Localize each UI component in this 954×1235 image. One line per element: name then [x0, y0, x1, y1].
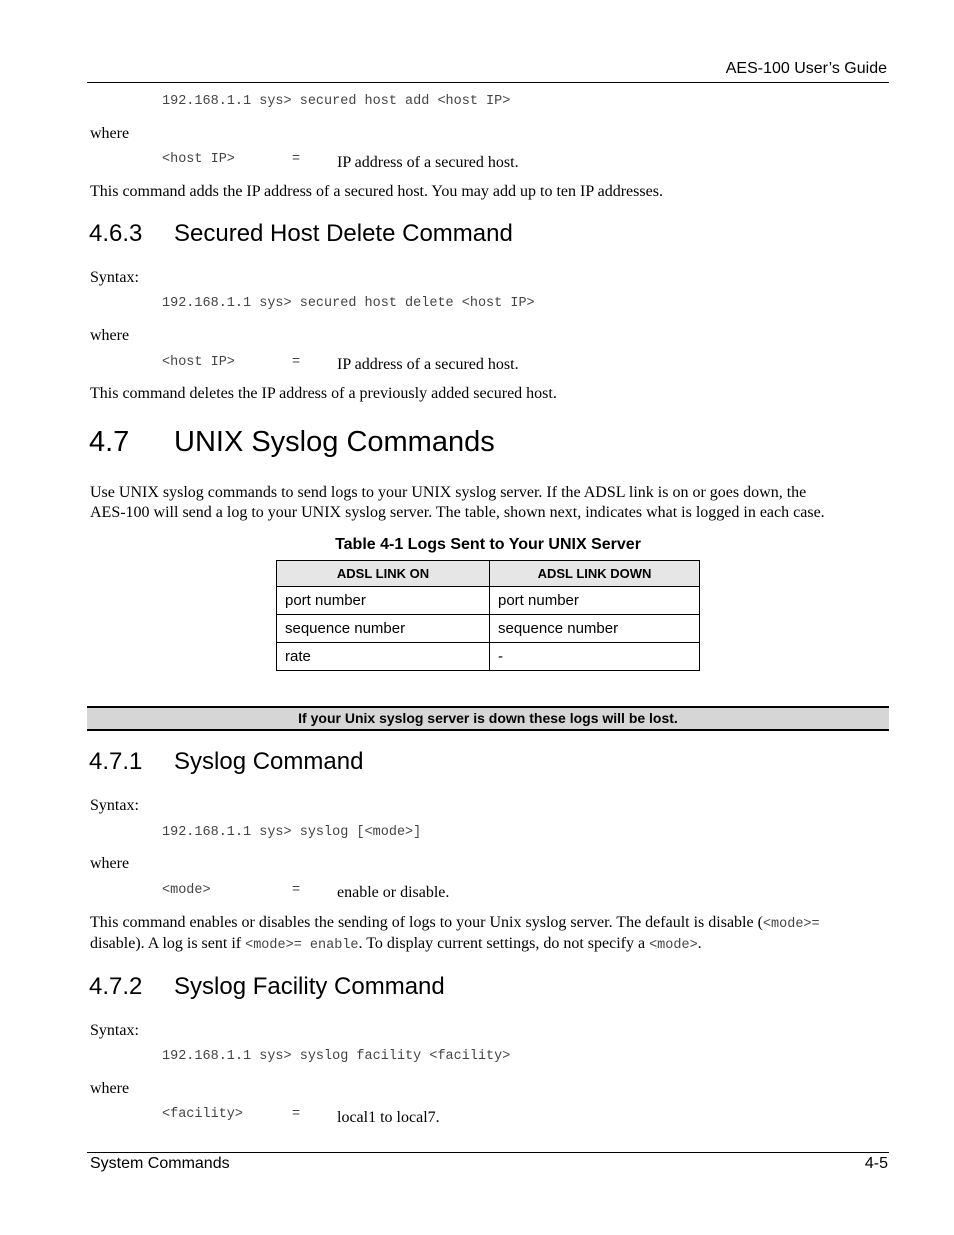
syntax-label: Syntax:: [90, 797, 139, 814]
where-label: where: [90, 1080, 130, 1097]
where-label: where: [90, 327, 130, 344]
param-equals: =: [292, 1107, 301, 1122]
text-run: disable). A log is sent if: [90, 935, 246, 952]
param-name: <host IP>: [162, 152, 235, 167]
section-title: Syslog Command: [174, 748, 364, 775]
param-name: <facility>: [162, 1107, 244, 1122]
param-description: IP address of a secured host.: [337, 154, 519, 171]
param-equals: =: [292, 883, 301, 898]
page-header-title: AES-100 User’s Guide: [725, 60, 887, 77]
column-header: ADSL LINK DOWN: [490, 561, 700, 587]
text-run: .: [697, 935, 702, 952]
table-row: [277, 643, 700, 671]
inline-code: <mode>: [649, 938, 698, 953]
where-label: where: [90, 125, 130, 142]
param-equals: =: [292, 152, 301, 167]
section-heading-4-7-2: [89, 973, 445, 1001]
inline-code: <mode>=: [762, 917, 820, 932]
syntax-label: Syntax:: [90, 269, 139, 286]
syntax-syslog-facility: 192.168.1.1 sys> syslog facility <facility>: [162, 1049, 511, 1064]
section-title: Secured Host Delete Command: [174, 220, 513, 247]
footer-rule: [87, 1152, 889, 1153]
where-label: where: [90, 855, 130, 872]
param-description: local1 to local7.: [337, 1109, 440, 1126]
table-row: [277, 615, 700, 643]
section-title: Syslog Facility Command: [174, 973, 445, 1000]
syntax-secured-host-delete: 192.168.1.1 sys> secured host delete <host IP>: [162, 296, 535, 311]
command-description: This command deletes the IP address of a previously added secured host.: [90, 385, 557, 402]
section-heading-4-7: [89, 426, 495, 459]
section-heading-4-7-1: [89, 748, 363, 776]
header-rule: [87, 82, 889, 83]
table-cell: -: [490, 643, 700, 671]
table-cell: sequence number: [277, 615, 490, 643]
inline-code: <mode>= enable: [245, 938, 359, 953]
syntax-syslog: 192.168.1.1 sys> syslog [<mode>]: [162, 825, 422, 840]
command-description: This command adds the IP address of a secured host. You may add up to ten IP addresses.: [90, 183, 663, 200]
section-title: UNIX Syslog Commands: [174, 426, 495, 458]
param-description: IP address of a secured host.: [337, 356, 519, 373]
section-number: 4.7.2: [89, 973, 143, 1000]
table-cell: sequence number: [490, 615, 700, 643]
text-run: This command enables or disables the sending of logs to your Unix syslog server. The default is disable (: [90, 914, 763, 931]
param-name: <mode>: [162, 883, 211, 898]
column-header: ADSL LINK ON: [277, 561, 490, 587]
table-cell: port number: [277, 587, 490, 615]
param-equals: =: [292, 355, 301, 370]
section-heading-4-6-3: [89, 220, 513, 248]
table-caption: Table 4-1 Logs Sent to Your UNIX Server: [335, 536, 641, 553]
note-banner: If your Unix syslog server is down these logs will be lost.: [87, 706, 889, 731]
table-row: [277, 587, 700, 615]
param-name: <host IP>: [162, 355, 235, 370]
section-number: 4.7.1: [89, 748, 143, 775]
text-run: . To display current settings, do not specify a: [358, 935, 650, 952]
param-description: enable or disable.: [337, 884, 450, 901]
intro-line-1: Use UNIX syslog commands to send logs to your UNIX syslog server. If the ADSL link is on or goes down, the: [90, 484, 807, 501]
footer-chapter: System Commands: [90, 1155, 230, 1172]
command-description-line-1: [90, 914, 820, 932]
footer-page-number: 4-5: [864, 1155, 888, 1172]
intro-line-2: AES-100 will send a log to your UNIX syslog server. The table, shown next, indicates what is logged in each case.: [90, 504, 825, 521]
logs-table: [276, 560, 700, 671]
section-number: 4.7: [89, 426, 130, 458]
syntax-label: Syntax:: [90, 1022, 139, 1039]
syntax-secured-host-add: 192.168.1.1 sys> secured host add <host IP>: [162, 94, 511, 109]
command-description-line-2: [90, 935, 702, 953]
table-header-row: [277, 561, 700, 587]
section-number: 4.6.3: [89, 220, 143, 247]
table-cell: rate: [277, 643, 490, 671]
table-cell: port number: [490, 587, 700, 615]
